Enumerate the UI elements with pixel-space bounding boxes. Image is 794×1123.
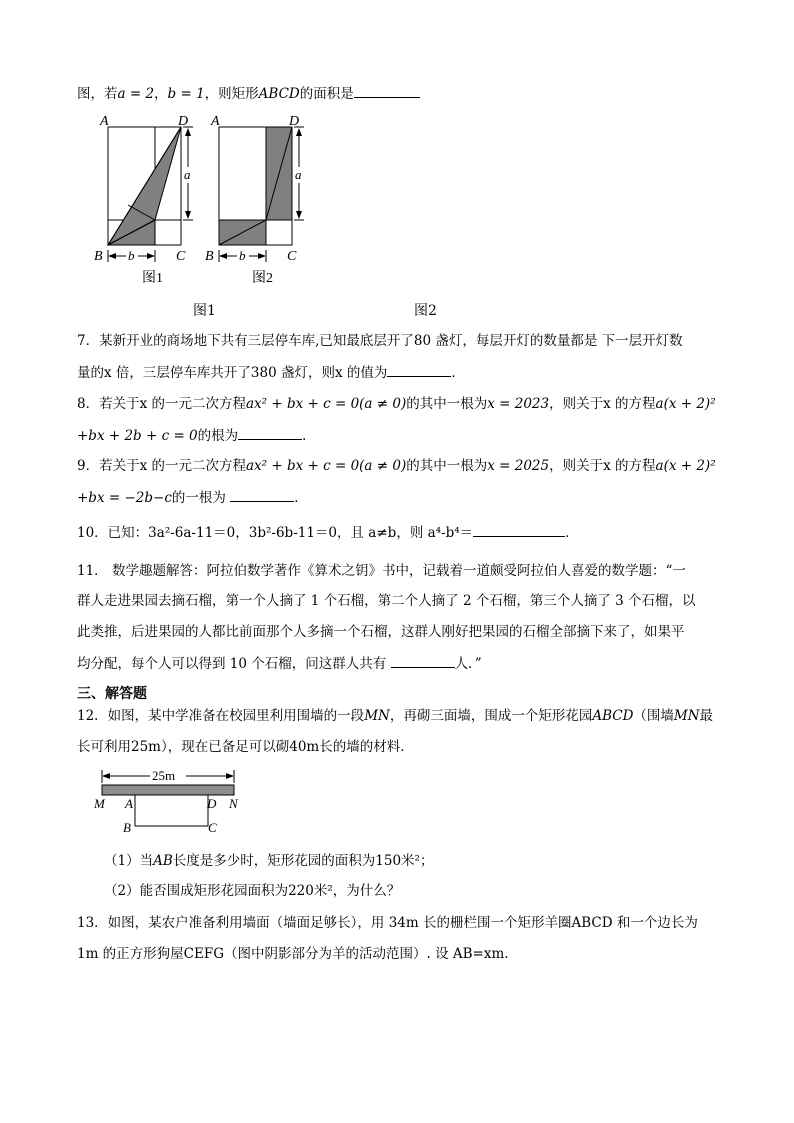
- fig2-label-D: D: [289, 114, 300, 129]
- q9-number: 9．: [77, 458, 100, 474]
- q12-line2: [77, 738, 414, 756]
- q12-area2: 220米²: [288, 883, 333, 899]
- fig1-label-B: B: [94, 249, 103, 264]
- fig3-label-B: B: [123, 820, 131, 835]
- q10-text: 10．已知：3a²-6a-11＝0，3b²-6b-11＝0，且 a≠b，则 a⁴-b⁴＝: [77, 525, 474, 541]
- q8-number: 8．: [77, 396, 100, 412]
- fig2-label-b: b: [239, 248, 246, 263]
- q11-line3: 此类推，后进果园的人都比前面那个人多摘一个石榴，这群人刚好把果园的石榴全部摘下来了，如果平: [77, 624, 685, 640]
- q7-line2: [77, 363, 465, 382]
- q10-end: ．: [565, 525, 579, 541]
- q13-line2: 1m 的正方形狗屋CEFG（图中阴影部分为羊的活动范围）. 设 AB=xm.: [77, 946, 509, 962]
- q12-mn2: MN: [673, 708, 700, 724]
- fig3-length: 25m: [152, 768, 176, 783]
- q9-root: x = 2025: [487, 458, 550, 474]
- q12-mn: MN: [364, 708, 390, 724]
- q12-sub1: [104, 852, 433, 870]
- figure1-caption: 图1: [193, 303, 216, 319]
- fig2-label-B: B: [205, 249, 214, 264]
- q6-post: 的面积是: [299, 86, 354, 102]
- fig1-label-C: C: [176, 249, 186, 264]
- q12-len2: 40m: [289, 739, 320, 755]
- q12-sub2: [104, 882, 400, 900]
- q8-eq2b: +bx + 2b + c = 0: [77, 428, 198, 444]
- q8-t1: 若关于x 的一元二次方程: [99, 396, 246, 412]
- q9-t2: 的其中一根为: [406, 458, 488, 474]
- q6-answer-blank: [354, 84, 420, 98]
- q8-end: ．: [302, 428, 316, 444]
- fig2-label-A: A: [211, 114, 220, 129]
- q9-t4: 的一根为: [171, 490, 226, 506]
- q12-l2a: 长可利用: [77, 739, 131, 755]
- q12-l1b: ，再砌三面墙，围成一个矩形花园: [389, 708, 593, 724]
- q9-line2: [77, 488, 308, 507]
- fig2-label-a: a: [295, 167, 302, 182]
- q12-sub1a: （1）当: [104, 853, 154, 869]
- fig3-label-C: C: [208, 820, 217, 835]
- q10-answer-blank: [473, 523, 565, 537]
- fig3-label-A: A: [125, 796, 133, 811]
- q11-line4-text: 均分配，每个人可以得到 10 个石榴，问这群人共有: [77, 656, 387, 672]
- q12-l1c: （围墙: [633, 708, 674, 724]
- fig3-label-D: D: [207, 796, 217, 811]
- q9-eq2b: +bx = −2b−c: [77, 490, 172, 506]
- q7-end: ．: [451, 365, 465, 381]
- q8-answer-blank: [238, 426, 302, 440]
- q7-line1: 7．某新开业的商场地下共有三层停车库,已知最底层开了80 盏灯，每层开灯的数量都是 下一层开灯数: [77, 333, 683, 349]
- q9-eq1: ax² + bx + c = 0(a ≠ 0): [246, 458, 407, 474]
- q11-line1: 11． 数学趣题解答：阿拉伯数学著作《算术之钥》书中，记载着一道颇受阿拉伯人喜爱的数学题：“一: [77, 563, 686, 579]
- q9-t3: ，则关于x 的方程: [549, 458, 656, 474]
- q7-line2-text: 量的x 倍，三层停车库共开了380 盏灯，则x 的值为: [77, 365, 388, 381]
- q8-line1: [77, 395, 716, 413]
- q12-area1: 150米²: [375, 853, 420, 869]
- q11-line2: 群人走进果园去摘石榴，第一个人摘了 1 个石榴，第二个人摘了 2 个石榴，第三个人摘了 3 个石榴，以: [77, 593, 696, 609]
- q12-sub1b: 长度是多少时，矩形花园的面积为: [172, 853, 376, 869]
- q12-l1d: 最: [699, 708, 714, 724]
- q6-text: [77, 84, 420, 103]
- fig1-label-A: A: [100, 114, 109, 129]
- q12-abcd: ABCD: [592, 708, 634, 724]
- fig1-label-b: b: [128, 248, 135, 263]
- figure-rectangles: [88, 110, 318, 290]
- q13-line1: 13．如图，某农户准备利用墙面（墙面足够长），用 34m 长的栅栏围一个矩形羊圈ABCD 和一个边长为: [77, 915, 698, 931]
- section-heading: 三、解答题: [77, 686, 147, 702]
- q11-answer-blank: [391, 654, 455, 668]
- q6-mid: ，则矩形: [204, 86, 259, 102]
- q8-eq2a: a(x + 2)²: [655, 396, 716, 412]
- q12-l2b: ），现在已备足可以砌: [160, 739, 290, 755]
- q10-line: [77, 523, 579, 542]
- q11-end: 人．”: [454, 656, 482, 672]
- fig3-label-M: M: [94, 796, 105, 811]
- figure-garden: [92, 768, 252, 840]
- q9-line1: [77, 457, 716, 475]
- q12-sub1c: ；: [419, 853, 434, 869]
- q6-cond-a: a = 2: [117, 86, 155, 102]
- fig1-label-D: D: [178, 114, 189, 129]
- q6-rect: ABCD: [258, 86, 300, 102]
- fig1-inner-caption: 图1: [142, 271, 163, 286]
- figure1: [94, 114, 193, 286]
- figure2: [205, 114, 304, 286]
- q8-root: x = 2023: [487, 396, 550, 412]
- q9-t1: 若关于x 的一元二次方程: [99, 458, 246, 474]
- q12-len: 25m: [131, 739, 161, 755]
- q6-cond-b: b = 1: [167, 86, 205, 102]
- q12-ab: AB: [153, 853, 173, 869]
- q11-line4: [77, 654, 482, 673]
- q6-comma: ，: [154, 86, 168, 102]
- q8-t2: 的其中一根为: [406, 396, 488, 412]
- fig2-label-C: C: [287, 249, 297, 264]
- q12-l2c: 长的墙的材料．: [319, 739, 414, 755]
- fig1-label-a: a: [184, 167, 191, 182]
- q8-eq1: ax² + bx + c = 0(a ≠ 0): [246, 396, 407, 412]
- q8-t4: 的根为: [197, 428, 239, 444]
- q8-t3: ，则关于x 的方程: [549, 396, 656, 412]
- q6-pre: 图，若: [77, 86, 118, 102]
- q9-eq2a: a(x + 2)²: [655, 458, 716, 474]
- q9-answer-blank: [230, 488, 294, 502]
- q12-l1a: 12．如图，某中学准备在校园里利用围墙的一段: [77, 708, 365, 724]
- fig2-inner-caption: 图2: [252, 271, 273, 286]
- figure2-caption: 图2: [414, 303, 437, 319]
- q8-line2: [77, 426, 316, 445]
- q12-sub2b: ，为什么？: [332, 883, 401, 899]
- q12-line1: [77, 707, 713, 725]
- fig3-label-N: N: [229, 796, 238, 811]
- q7-answer-blank: [387, 363, 451, 377]
- q9-end: ．: [294, 490, 308, 506]
- q12-sub2a: （2）能否围成矩形花园面积为: [104, 883, 289, 899]
